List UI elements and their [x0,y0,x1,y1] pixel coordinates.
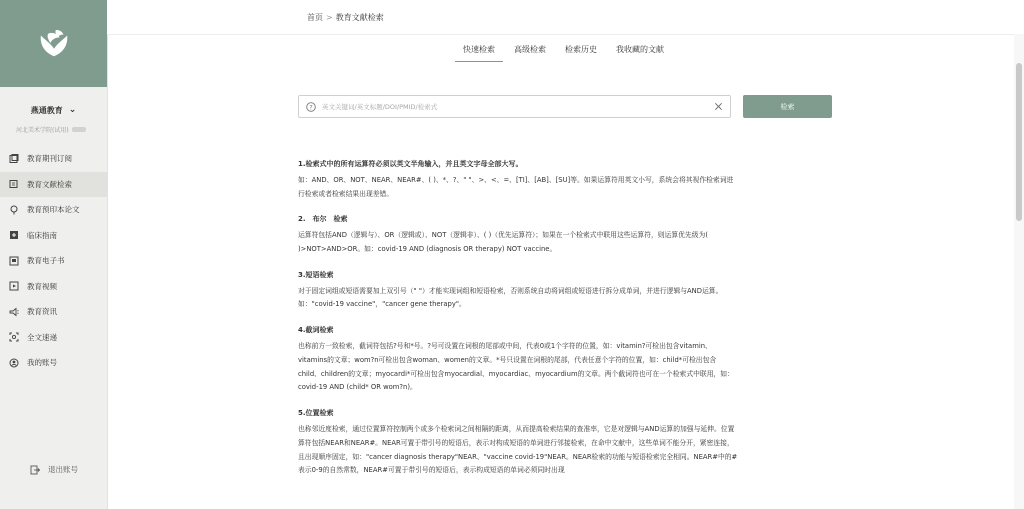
search-box [298,95,731,118]
sidebar-item-literature-search[interactable] [0,172,107,198]
rule-title: 1.检索式中的所有运算符必须以英文半角输入，并且英文字母全部大写。 [298,160,523,168]
rule-body: 如：AND、OR、NOT、NEAR、NEAR#、( )、*、?、" "、>、<、=、[TI]、[AB]、[SU]等。如果运算符用英文小写，系统会将其视作检索词进行检索或者检索结果出现差错。 [298,175,734,198]
chevron-down-icon: ⌄ [68,105,77,115]
redacted-mark [72,127,86,132]
search-input[interactable] [322,103,714,111]
rule-item [298,213,738,256]
sidebar-item-label: 全文速递 [27,332,57,342]
logo[interactable] [0,0,107,87]
sidebar-item-label: 教育视频 [27,281,57,291]
rule-body: 也称前方一致检索，截词符包括?号和*号。?号可设置在词根的尾部或中间，代表0或1个字符的位置，如：vitamin?可检出包含vitamin、vitamins的文章；wom?n可检出包含woman、women的文章。*号只设置在词根的尾部，代表任意个字符的位置，如：child*可检出包含child、children的文章；myocardi*可检出包含myocardial、myocardiac、myocardium的文章。两个截词符也可在一个检索式中联用，如：covid-19 AND (child* OR wom?n)。 [298,341,734,392]
account-icon [9,358,19,368]
rule-title: 5.位置检索 [298,409,334,418]
search-rules [298,158,738,490]
guide-icon [9,230,19,240]
rule-title: 2. 布尔 检索 [298,215,348,224]
sidebar-item-label: 临床指南 [27,230,57,240]
sidebar-item-label: 教育期刊订阅 [27,154,72,164]
sidebar-item-ebook[interactable] [0,248,107,274]
tab-my-favorites[interactable]: 我收藏的文献 [616,45,664,54]
video-icon [9,281,19,291]
breadcrumb [307,12,384,23]
org-name-row [16,124,86,134]
sidebar-item-news[interactable] [0,299,107,325]
rule-body: 运算符包括AND（逻辑与）、OR（逻辑或）、NOT（逻辑非）、( )（优先运算符）；如果在一个检索式中联用这些运算符，则运算优先级为( )>NOT>AND>OR。如：covid-19 AND (diagnosis OR therapy) NOT vaccine。 [298,231,708,253]
bulb-icon [9,205,19,215]
sidebar [0,0,108,509]
org-name: 河北美术学院(试用) [16,126,69,134]
scrollbar-thumb[interactable] [1016,63,1022,221]
sidebar-item-account[interactable] [0,350,107,376]
header [107,0,1024,35]
sidebar-item-label: 教育预印本论文 [27,205,80,215]
sidebar-item-fulltext[interactable] [0,325,107,351]
logout-button[interactable] [30,464,78,475]
ebook-icon [9,256,19,266]
breadcrumb-separator: > [326,13,333,22]
sidebar-item-clinical-guide[interactable] [0,223,107,249]
rule-body: 对于固定词组或短语需要加上双引号（" "）才能实现词组和短语检索，否则系统自动将词组或短语进行拆分成单词，并进行逻辑与AND运算。如："covid-19 vaccine"，"cancer gene therapy"。 [298,286,723,309]
rule-item [298,407,738,478]
rule-item [298,158,738,201]
tab-search-history[interactable]: 检索历史 [565,45,597,54]
user-name: 燕通教育 [30,105,63,115]
rule-title: 4.截词检索 [298,326,334,335]
breadcrumb-home[interactable]: 首页 [307,13,323,22]
help-icon[interactable] [306,102,316,112]
search-tabs [455,44,675,62]
svg-text:?: ? [309,102,313,111]
logout-label: 退出账号 [48,465,78,474]
tab-quick-search[interactable]: 快速检索 [455,44,503,62]
sidebar-item-label: 我的账号 [27,358,57,368]
rule-item [298,269,738,312]
rule-item [298,324,738,395]
tab-advanced-search[interactable]: 高级检索 [514,45,546,54]
megaphone-icon [9,307,19,317]
rule-body: 也称邻近度检索，通过位置算符控制两个或多个检索词之间相隔的距离，从而提高检索结果的查准率，它是对逻辑与AND运算的加强与延伸。位置算符包括NEAR和NEAR#。NEAR可置于带引号的短语后，表示对构成短语的单词进行邻接检索，在命中文献中，这些单词不能分开，紧密连接，且出现顺序固定，如："cancer diagnosis therapy"NEAR、"vaccine covid-19"NEAR。NEAR检索的功能与短语检索完全相同。NEAR#中的#表示0-9的自然常数，NEAR#可置于带引号的短语后，表示构成短语的单词必须同时出现 [298,424,738,475]
sidebar-item-preprint[interactable] [0,197,107,223]
sidebar-item-video[interactable] [0,274,107,300]
sidebar-item-label: 教育文献检索 [27,179,72,189]
breadcrumb-current: 教育文献检索 [335,13,384,22]
sidebar-item-label: 教育资讯 [27,307,57,317]
sidebar-item-journal-subscription[interactable] [0,146,107,172]
sidebar-nav [0,146,107,376]
scan-icon [9,332,19,342]
search-button[interactable]: 检索 [743,95,832,118]
document-search-icon [9,179,19,189]
logout-icon [30,465,40,475]
rule-title: 3.短语检索 [298,270,334,279]
brand-logo-icon [35,28,73,60]
journal-icon [9,154,19,164]
clear-icon[interactable] [714,102,723,111]
sidebar-item-label: 教育电子书 [27,256,65,266]
user-switcher[interactable] [0,103,107,117]
